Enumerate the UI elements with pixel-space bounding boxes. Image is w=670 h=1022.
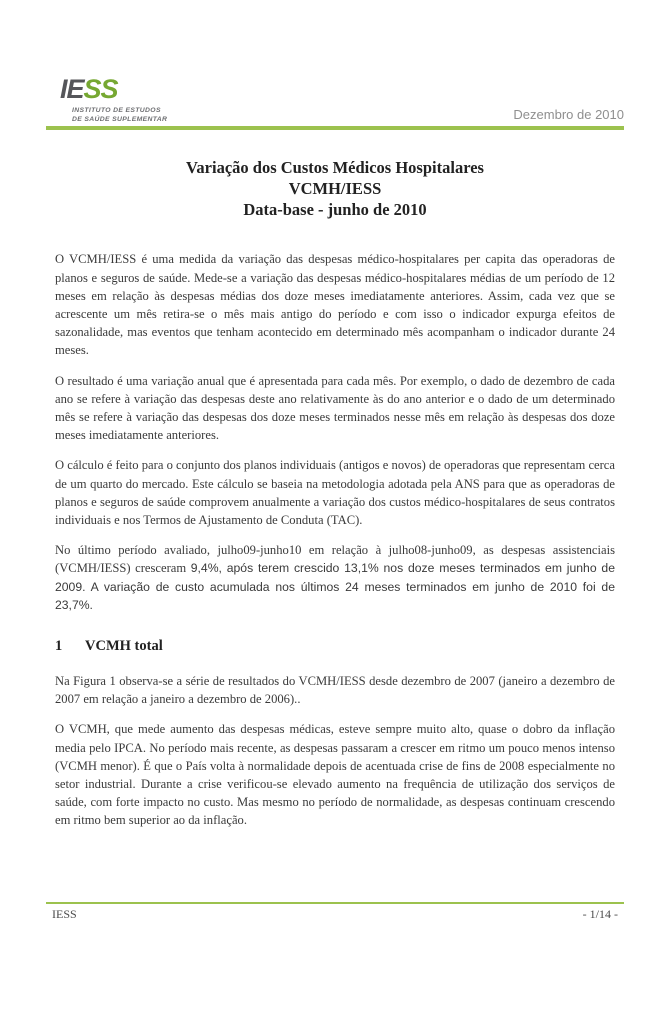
header-date: Dezembro de 2010: [513, 107, 624, 123]
paragraph-calculation-method: O cálculo é feito para o conjunto dos planos individuais (antigos e novos) de operadoras que representam cerca de um quarto do mercado. Este cálculo se baseia na metodologia adotada pela ANS para que as operadoras de planos e seguros de saúde comprovem anualmente a variação dos custos médico-hospitalares de seus contratos individuais e nos Termos de Ajustamento de Conduta (TAC).: [55, 458, 615, 527]
footer-org-name: IESS: [52, 907, 77, 921]
paragraph-last-period-sans-run: 9,4%, após terem crescido 13,1% nos doze meses terminados em junho de 2009. A variação de custo acumulada nos últimos 24 meses terminados em junho de 2010 foi de 23,7%.: [55, 561, 615, 612]
document-title-line2: VCMH/IESS: [288, 179, 382, 199]
logo-tagline-line1: INSTITUTO DE ESTUDOS: [72, 107, 161, 114]
logo-tagline: [60, 106, 167, 124]
document-body: [55, 250, 615, 829]
footer-divider-rule: [46, 902, 624, 904]
footer-row: [52, 907, 618, 922]
document-title: [55, 157, 615, 220]
document-title-line3: Data-base - junho de 2010: [243, 200, 427, 220]
logo-text-green: SS: [83, 74, 118, 104]
section-title: VCMH total: [85, 638, 163, 654]
iess-logo: [60, 76, 167, 124]
paragraph-last-period-results: [55, 541, 615, 614]
logo-text-dark: IE: [60, 74, 84, 104]
logo-tagline-line2: DE SAÚDE SUPLEMENTAR: [72, 116, 168, 124]
section-number: 1: [55, 638, 63, 654]
page-header: [46, 76, 624, 124]
paragraph-intro-vcmh-definition: O VCMH/IESS é uma medida da variação das despesas médico-hospitalares per capita das operadoras de planos e seguros de saúde. Mede-se a variação das despesas médico-hospitalares médias de um período de 12 meses em relação às despesas médias dos doze meses imediatamente anteriores. Assim, cada vez que se acrescente um mês retira-se o mês mais antigo do período e com isso o indicador expurga efeitos de sazonalidade, mas eventos que tenham acontecido em determinado mês acompanham o indicador durante 24 meses.: [55, 252, 615, 358]
iess-logo-wordmark: [60, 76, 167, 103]
paragraph-annual-variation: O resultado é uma variação anual que é apresentada para cada mês. Por exemplo, o dado de dezembro de cada ano se refere à variação das despesas deste ano relativamente às do ano anterior e o dado de um determinado mês se refere à variação das despesas dos doze meses terminados nesse mês em relação às despesas dos doze meses imediatamente anteriores.: [55, 373, 615, 443]
footer-page-number: - 1/14 -: [582, 907, 618, 921]
document-title-line1: Variação dos Custos Médicos Hospitalares: [186, 158, 484, 178]
paragraph-last-period-serif-run: No último período avaliado, julho09-junho10 em relação à julho08-junho09, as despesas assistenciais (VCMH/IESS) cresceram: [55, 543, 615, 576]
section-heading-vcmh-total: [55, 638, 615, 655]
paragraph-figure1-reference: Na Figura 1 observa-se a série de resultados do VCMH/IESS desde dezembro de 2007 (janeiro a dezembro de 2007 em relação a janeiro a dezembro de 2006)..: [55, 674, 615, 707]
page-footer: [0, 902, 670, 922]
header-divider-rule: [46, 126, 624, 130]
paragraph-vcmh-analysis: O VCMH, que mede aumento das despesas médicas, esteve sempre muito alto, quase o dobro da inflação media pelo IPCA. No período mais recente, as despesas passaram a crescer em ritmo um pouco menos intenso (VCMH menor). É que o País volta à normalidade depois de acentuada crise de fins de 2008 especialmente no setor industrial. Durante a crise verificou-se elevado aumento na frequência de utilização dos serviços de saúde, com forte impacto no custo. Mas mesmo no período de normalidade, as despesas continuam crescendo em ritmo bem superior ao da inflação.: [55, 722, 615, 828]
document-page: [0, 76, 670, 1022]
